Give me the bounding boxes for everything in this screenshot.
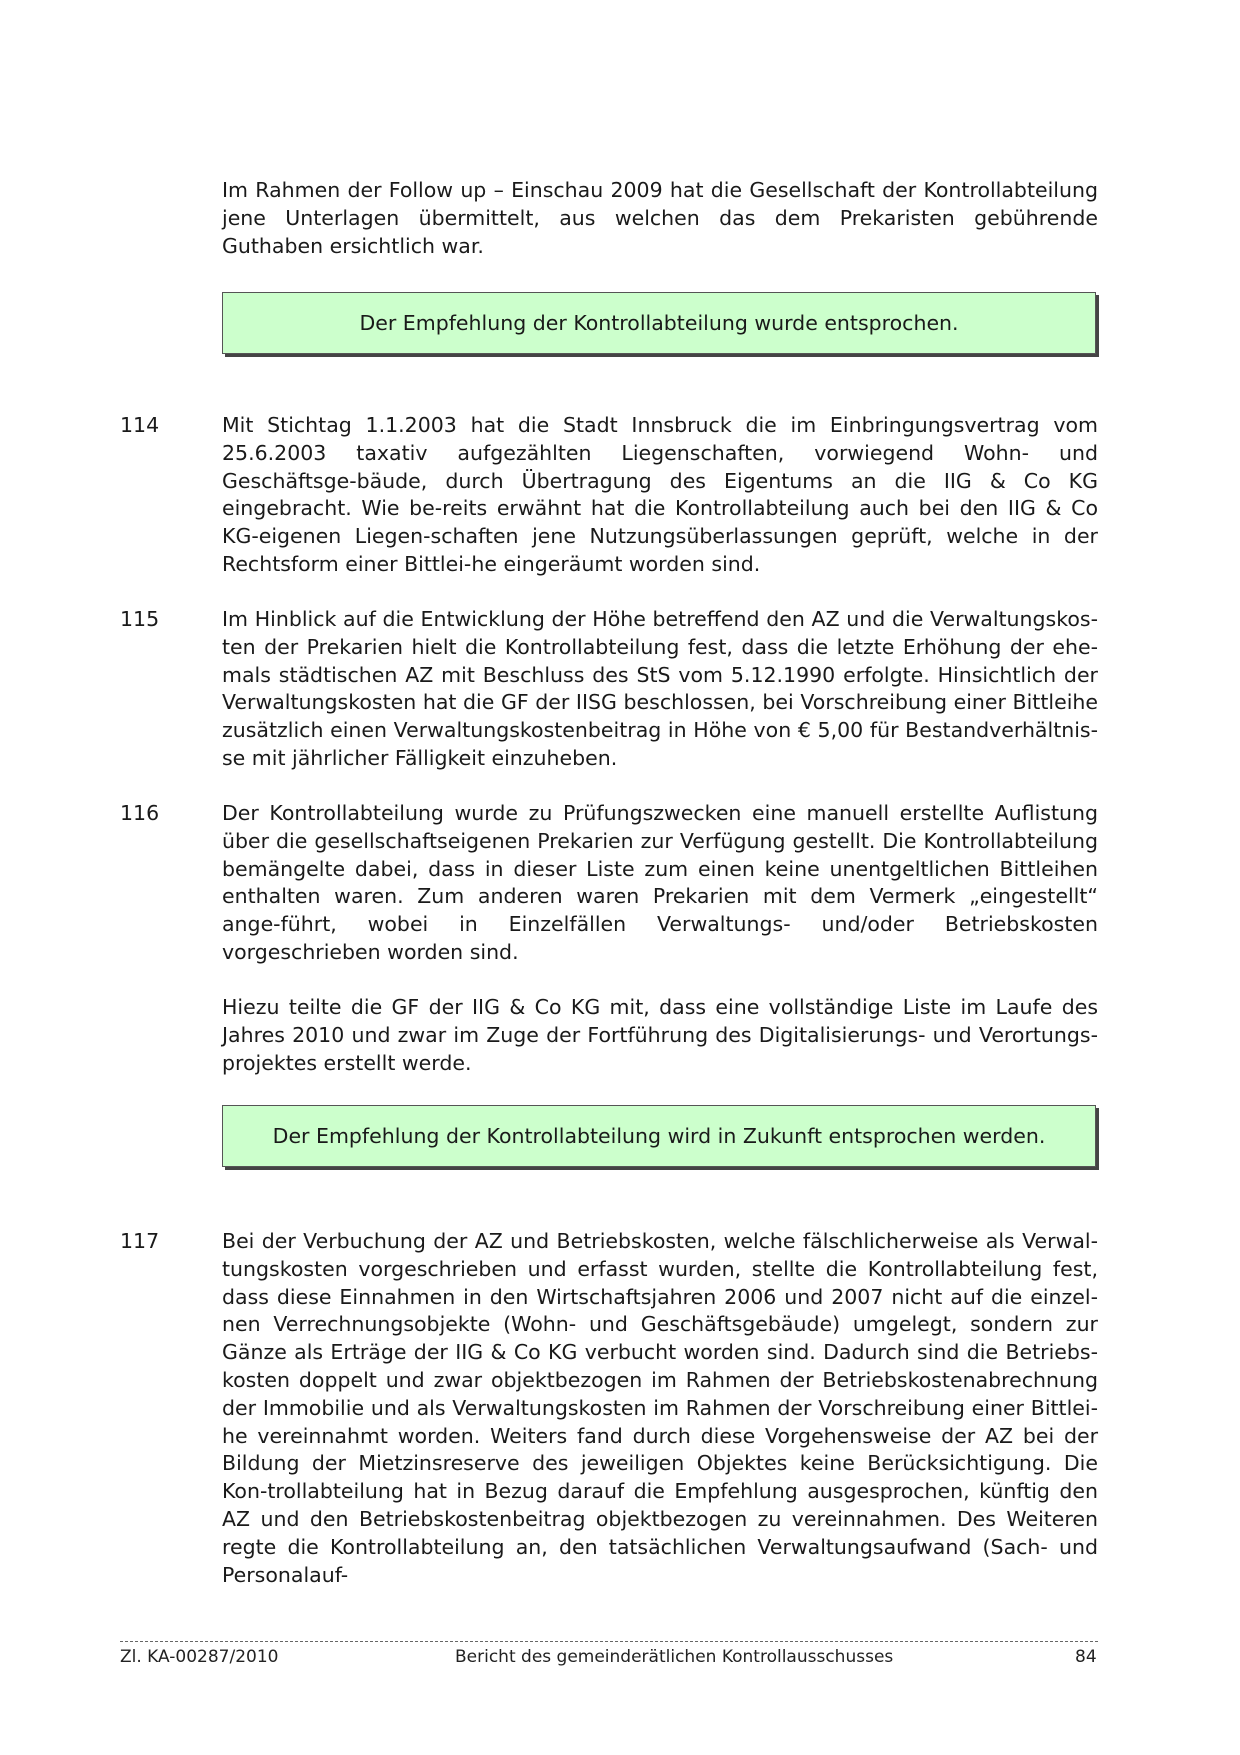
footer-title: Bericht des gemeinderätlichen Kontrollausschusses <box>455 1647 894 1667</box>
section-number-115: 115 <box>120 607 160 631</box>
recommendation-box-1 <box>222 292 1096 354</box>
section-number-116: 116 <box>120 801 160 825</box>
section-number-114: 114 <box>120 413 160 437</box>
paragraph-115: Im Hinblick auf die Entwicklung der Höhe betreffend den AZ und die Verwaltungskos-ten der Prekarien hielt die Kontrollabteilung fest, dass die letzte Erhöhung der ehe-mals städtischen AZ mit Beschluss des StS vom 5.12.1990 erfolgte. Hinsichtlich der Verwaltungskosten hat die GF der IISG beschlossen, bei Vorschreibung einer Bittleihe zusätzlich einen Verwaltungskostenbeitrag in Höhe von € 5,00 für Bestandverhältnis-se mit jährlicher Fälligkeit einzuheben. <box>222 607 1098 770</box>
paragraph-117: Bei der Verbuchung der AZ und Betriebskosten, welche fälschlicherweise als Verwal-tungskosten vorgeschrieben und erfasst wurden, stellte die Kontrollabteilung fest, dass diese Einnahmen in den Wirtschaftsjahren 2006 und 2007 nicht auf die einzel-nen Verrechnungsobjekte (Wohn- und Geschäftsgebäude) umgelegt, sondern zur Gänze als Erträge der IIG & Co KG verbucht worden sind. Dadurch sind die Betriebs-kosten doppelt und zwar objektbezogen im Rahmen der Betriebskostenabrechnung der Immobilie und als Verwaltungskosten im Rahmen der Vorschreibung einer Bittlei-he vereinnahmt worden. Weiters fand durch diese Vorgehensweise der AZ bei der Bildung der Mietzinsreserve des jeweiligen Objektes keine Berücksichtigung. Die Kon-trollabteilung hat in Bezug darauf die Empfehlung ausgesprochen, künftig den AZ und den Betriebskostenbeitrag objektbezogen zu vereinnahmen. Des Weiteren regte die Kontrollabteilung an, den tatsächlichen Verwaltungsaufwand (Sach- und Personalauf- <box>222 1229 1098 1587</box>
paragraph-114: Mit Stichtag 1.1.2003 hat die Stadt Innsbruck die im Einbringungsvertrag vom 25.6.2003 taxativ aufgezählten Liegenschaften, vorwiegend Wohn- und Geschäftsge-bäude, durch Übertragung des Eigentums an die IIG & Co KG eingebracht. Wie be-reits erwähnt hat die Kontrollabteilung auch bei den IIG & Co KG-eigenen Liegen-schaften jene Nutzungsüberlassungen geprüft, welche in der Rechtsform einer Bittlei-he eingeräumt worden sind. <box>222 413 1098 576</box>
recommendation-text-2: Der Empfehlung der Kontrollabteilung wird in Zukunft entsprochen werden. <box>272 1124 1046 1148</box>
footer-divider <box>120 1641 1098 1642</box>
recommendation-text-1: Der Empfehlung der Kontrollabteilung wurde entsprochen. <box>359 311 959 335</box>
footer-reference: Zl. KA-00287/2010 <box>120 1647 279 1667</box>
section-number-117: 117 <box>120 1229 160 1253</box>
page-number: 84 <box>1075 1647 1097 1667</box>
intro-paragraph: Im Rahmen der Follow up – Einschau 2009 hat die Gesellschaft der Kontrollabteilung jene Unterlagen übermittelt, aus welchen das dem Prekaristen gebührende Guthaben ersichtlich war. <box>222 178 1098 258</box>
recommendation-box-2 <box>222 1105 1096 1167</box>
paragraph-116: Der Kontrollabteilung wurde zu Prüfungszwecken eine manuell erstellte Auflistung über die gesellschaftseigenen Prekarien zur Verfügung gestellt. Die Kontrollabteilung bemängelte dabei, dass in dieser Liste zum einen keine unentgeltlichen Bittleihen enthalten waren. Zum anderen waren Prekarien mit dem Vermerk „eingestellt“ ange-führt, wobei in Einzelfällen Verwaltungs- und/oder Betriebskosten vorgeschrieben worden sind. <box>222 801 1098 964</box>
paragraph-116-reply: Hiezu teilte die GF der IIG & Co KG mit, dass eine vollständige Liste im Laufe des Jahres 2010 und zwar im Zuge der Fortführung des Digitalisierungs- und Verortungs-projektes erstellt werde. <box>222 995 1098 1075</box>
